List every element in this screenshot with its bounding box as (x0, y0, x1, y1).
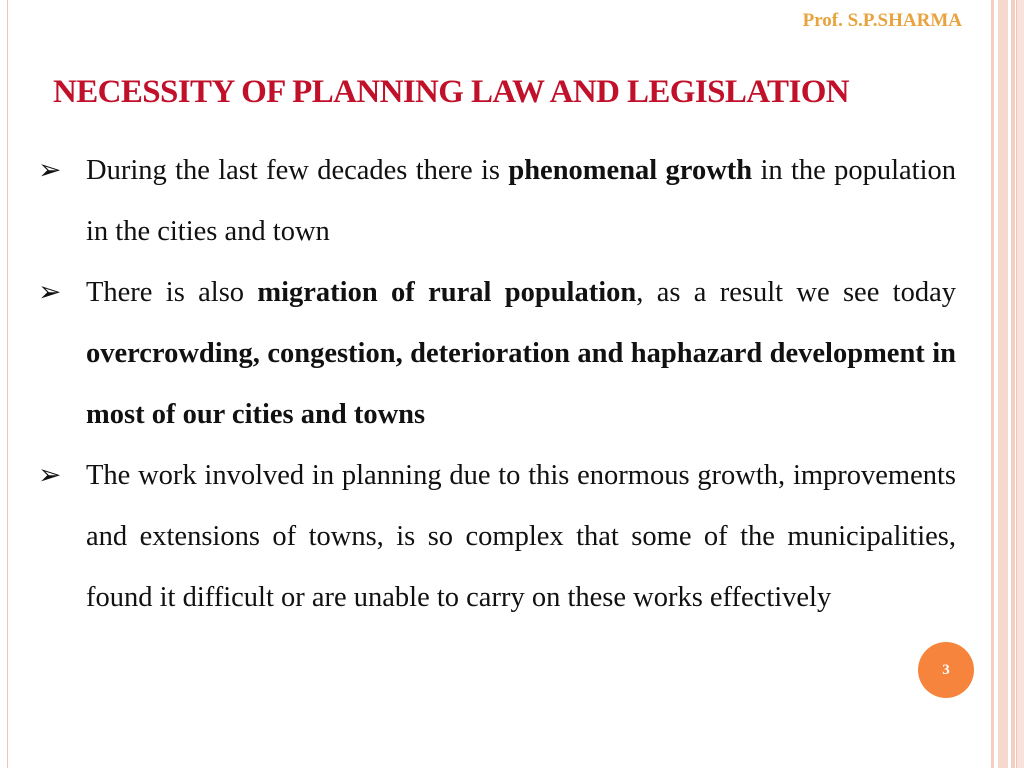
bullet-text: , as a result we see today (636, 277, 956, 308)
bullet-list (38, 140, 956, 628)
arrow-bullet-icon: ➢ (38, 155, 62, 186)
bullet-text: During the last few decades there is (86, 155, 509, 186)
bullet-text: in the population in the cities and town (86, 155, 957, 247)
bullet-item-2 (38, 262, 956, 445)
author-name: Prof. S.P.SHARMA (802, 10, 962, 31)
stripe (998, 0, 1008, 768)
arrow-bullet-icon: ➢ (38, 277, 62, 308)
arrow-bullet-icon: ➢ (38, 460, 62, 491)
bullet-emphasis: overcrowding, congestion, deterioration and haphazard development in most of our cities and towns (86, 338, 956, 430)
stripe (1017, 0, 1024, 768)
bullet-text: The work involved in planning due to this enormous growth, improvements and extensions of towns, is so complex that some of the municipalities, found it difficult or are unable to carry on these works effectively (86, 460, 956, 613)
page-number-badge (918, 642, 974, 698)
bullet-text: There is also (86, 277, 258, 308)
bullet-emphasis: migration of rural population (257, 277, 637, 308)
stripe (991, 0, 994, 768)
decorative-stripes (984, 0, 1024, 768)
slide-title: NECESSITY OF PLANNING LAW AND LEGISLATION (53, 74, 850, 110)
stripe (1011, 0, 1015, 768)
bullet-emphasis: phenomenal growth (508, 155, 753, 186)
page-number: 3 (942, 661, 950, 678)
bullet-item-1 (38, 140, 956, 262)
bullet-item-3 (38, 445, 956, 628)
